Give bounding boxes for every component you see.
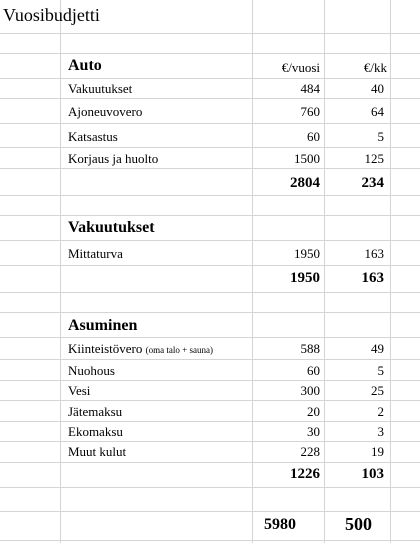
row-label-text: Kiinteistövero (68, 341, 143, 356)
grand-total-yearly: 5980 (264, 516, 296, 533)
row-label: Korjaus ja huolto (68, 151, 159, 166)
row-yearly: 484 (300, 81, 320, 96)
sheet-title: Vuosibudjetti (3, 5, 100, 25)
row-monthly: 125 (364, 151, 384, 166)
row-yearly: 1500 (294, 151, 320, 166)
row-monthly: 64 (371, 104, 384, 119)
section-total-yearly: 1950 (290, 270, 320, 286)
row-monthly: 40 (371, 81, 384, 96)
row-yearly: 20 (307, 404, 320, 419)
row-monthly: 163 (364, 246, 384, 261)
row-monthly: 3 (377, 424, 384, 439)
section-total-monthly: 234 (361, 175, 384, 191)
row-label (68, 342, 213, 355)
row-yearly: 30 (307, 424, 320, 439)
section-heading-auto: Auto (68, 57, 102, 74)
row-monthly: 19 (371, 444, 384, 459)
row-label: Ajoneuvovero (68, 104, 143, 119)
row-monthly: 25 (371, 383, 384, 398)
row-monthly: 2 (377, 404, 384, 419)
row-monthly: 5 (377, 363, 384, 378)
row-yearly: 300 (300, 383, 320, 398)
section-heading-asuminen: Asuminen (68, 317, 138, 334)
row-label: Jätemaksu (68, 404, 123, 419)
row-label: Mittaturva (68, 246, 123, 261)
row-label: Vesi (68, 383, 91, 398)
row-label: Vakuutukset (68, 81, 133, 96)
row-yearly: 1950 (294, 246, 320, 261)
row-label: Katsastus (68, 129, 118, 144)
row-monthly: 49 (371, 341, 384, 356)
column-header-monthly: €/kk (363, 60, 387, 75)
grand-total-monthly: 500 (345, 514, 372, 534)
section-total-monthly: 103 (361, 466, 384, 482)
row-label: Ekomaksu (68, 424, 123, 439)
row-yearly: 588 (300, 341, 320, 356)
column-header-yearly: €/vuosi (281, 60, 320, 75)
row-label: Muut kulut (68, 444, 127, 459)
row-label: Nuohous (68, 363, 115, 378)
section-heading-vakuutukset: Vakuutukset (68, 219, 155, 236)
row-yearly: 60 (307, 129, 320, 144)
row-yearly: 228 (300, 444, 320, 459)
row-yearly: 760 (300, 104, 320, 119)
row-monthly: 5 (377, 129, 384, 144)
section-total-yearly: 1226 (290, 466, 320, 482)
row-yearly: 60 (307, 363, 320, 378)
row-label-note: (oma talo + sauna) (145, 345, 213, 355)
section-total-yearly: 2804 (290, 175, 320, 191)
section-total-monthly: 163 (361, 270, 384, 286)
